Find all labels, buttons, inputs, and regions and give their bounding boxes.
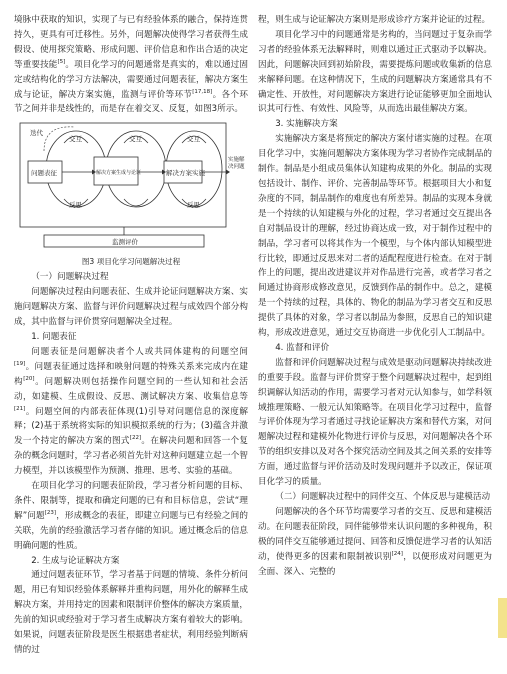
section-heading: （一）问题解决过程 [31,272,109,283]
subsection-heading: 3. 实施解决方案 [275,119,338,130]
label-solve: 决问题 [228,164,245,171]
box-problem-representation: 问题表征 [31,169,57,178]
section-heading: （二）问题解决过程中的同伴交互、个体反思与建模活动 [275,492,491,502]
right-column [258,13,492,579]
label-implement: 实施解 [228,157,245,164]
figure-3 [14,121,248,253]
subsection-heading: 1. 问题表征 [31,331,77,342]
paragraph: 监督和评价问题解决过程与成效是驱动问题解决持续改进的重要手段。监督与评价贯穿于整个问题解决过程中，起到组织调解认知活动的作用，需要学习者对元认知参与，如学科领域推理策略、一般元认知策略等。在项目化学习过程中，监督与评价体现为学习者通过寻找论证解决方案和替代方案，对问题解决过程和建模外化物进行评价与反思，对问题解决各个环节的组织安排以及对各个探究活动空间及其之间关系的安排等方面，通过监督与评价活动及时发现问题并予以改正，保证项目化学习的质量。 [258,357,492,488]
label-interact-3: 交互 [187,135,200,144]
label-interact-2: 交互 [129,135,142,144]
left-column [14,13,248,658]
label-reflect-1: 反思 [69,201,82,210]
paragraph: 问题解决的各个环节均需要学习者的交互、反思和建模活动。在问题表征阶段，同伴能够带来认识问题的多种视角，积极的同伴交互能够通过提问、回答和反馈促进学习者的认知活动，使得更多的因素和限制被识别[24]，以便形成对问题更为全面、深入、完整的 [258,506,492,577]
paragraph: 在项目化学习的问题表征阶段，学习者分析问题的目标、条件、限制等，提取和确定问题的已有和目标信息，尝试“理解”问题[23]，形成概念的表征，即建立问题与已有经验之间的关联，先前的经验激活学习者存储的知识。通过概念后的信息明确问题的性质。 [14,481,248,551]
label-monitor-evaluate: 监测评价 [112,238,138,247]
subsection-heading: 2. 生成与论证解决方案 [31,555,120,566]
paragraph: 问题表征是问题解决者个人或共同体建构的问题空间[19]。问题表征通过选择和映射问题的特殊关系来完成内在建构[20]。问题解决则包括操作问题空间的一些认知和社会活动，如建模、生成假设、反思、测试解决方案、收集信息等[21]。问题空间的内部表征体现(1)引导对问题信息的深度解释；(2)基于系统将实际的知识模拟系统的行为；(3)蕴含并激发一个持定的解决方案的图式[22]。在解决问题和回答一个复杂的概念问题时，学习者必须首先针对这种问题建立起一个智力模型，并以该模型作为预测、推理、思考、实验的基础。 [14,346,248,477]
label-interact-1: 交互 [69,135,82,144]
label-reflect-2: 反思 [187,201,200,210]
page-edge-marker [498,598,507,638]
problem-solving-diagram [14,121,248,253]
subsection-heading: 4. 监督和评价 [275,342,330,353]
paragraph: 项目化学习中的问题通常是劣构的，当问题过于复杂而学习者的经验体系无法解释时，则难以通过正式驱动予以解决。因此，问题解决回到初始阶段，需要提炼问题或收集新的信息来解释问题。在这种情况下，生成的问题解决方案通常具有不确定性、开放性，对问题解决方案进行论证能够更加全面地认识其可行性、有效性、风险等，从而选出最佳解决方案。 [258,29,492,115]
label-iteration: 迭代 [30,129,43,138]
box-solution-implementation: 解决方案实施 [166,169,205,178]
paragraph: 程，则生成与论证解决方案则是形成诊疗方案并论证的过程。 [258,15,491,25]
paragraph: 境脉中获取的知识，实现了与已有经验体系的融合，保持连贯持久，更具有可迁移性。另外，问题解决使得学习者获得生成假设、使用探究策略、形成问题、评价信息和作出合适的决定等重要技能[5]。项目化学习的问题通常是真实的，难以通过固定或结构化的学习方法解决，需要通过问题表征，解决方案生成与论证，解决方案实施，监测与评价等环节[17,18]。各个环节之间并非是线性的，而是存在着交叉、反复，如图3所示。 [14,15,248,115]
paragraph: 实施解决方案是将预定的解决方案付诸实施的过程。在项目化学习中，实施问题解决方案体现为学习者协作完成制品的制作。制品是小组成员集体认知建构成果的外化。制品的实现包括设计、制作、评价、完善制品等环节。根据项目大小和复杂度的不同，制品制作的难度也有所差异。制品的实现本身就是一个持续的认知建模与外化的过程，学习者通过交互提出各自对制品设计的理解，经过协商达成一致，对于制作过程中的制品，学习者可以将其作为一个模型，与个体内部认知模型进行比较，即通过反思来对二者的适配程度进行检查。在对于制作上的问题，提出改进建议并对作品进行完善，或者学习者之间通过协商形成修改意见，反馈到作品的制作中。总之，建模是一个持续的过程，具体的、物化的制品为学习者交互和反思提供了具体的对象，学习者以制品为参照，反思自己的知识建构，形成改进意见，通过交互协商进一步优化引人工制品中。 [258,134,492,339]
box-solution-generation: 解决方案生成与论证 [96,170,142,177]
paragraph: 问题解决过程由问题表征、生成并论证问题解决方案、实施问题解决方案、监督与评价问题解决过程与成效四个部分构成，其中监督与评价贯穿问题解决全过程。 [14,287,248,328]
paragraph: 通过问题表征环节，学习者基于问题的情境、条件分析问题，用已有知识经验体系解释并重构问题，用外化的解释生成解决方案，并用持定的因素和限制评价整体的解决方案质量，先前的知识或经验对于学习者生成解决方案有着较大的影响。如果说，问题表征阶段是医生根据患者症状，利用经验判断病情的过 [14,570,248,655]
figure-caption: 图3 项目化学习问题解决过程 [81,257,181,267]
